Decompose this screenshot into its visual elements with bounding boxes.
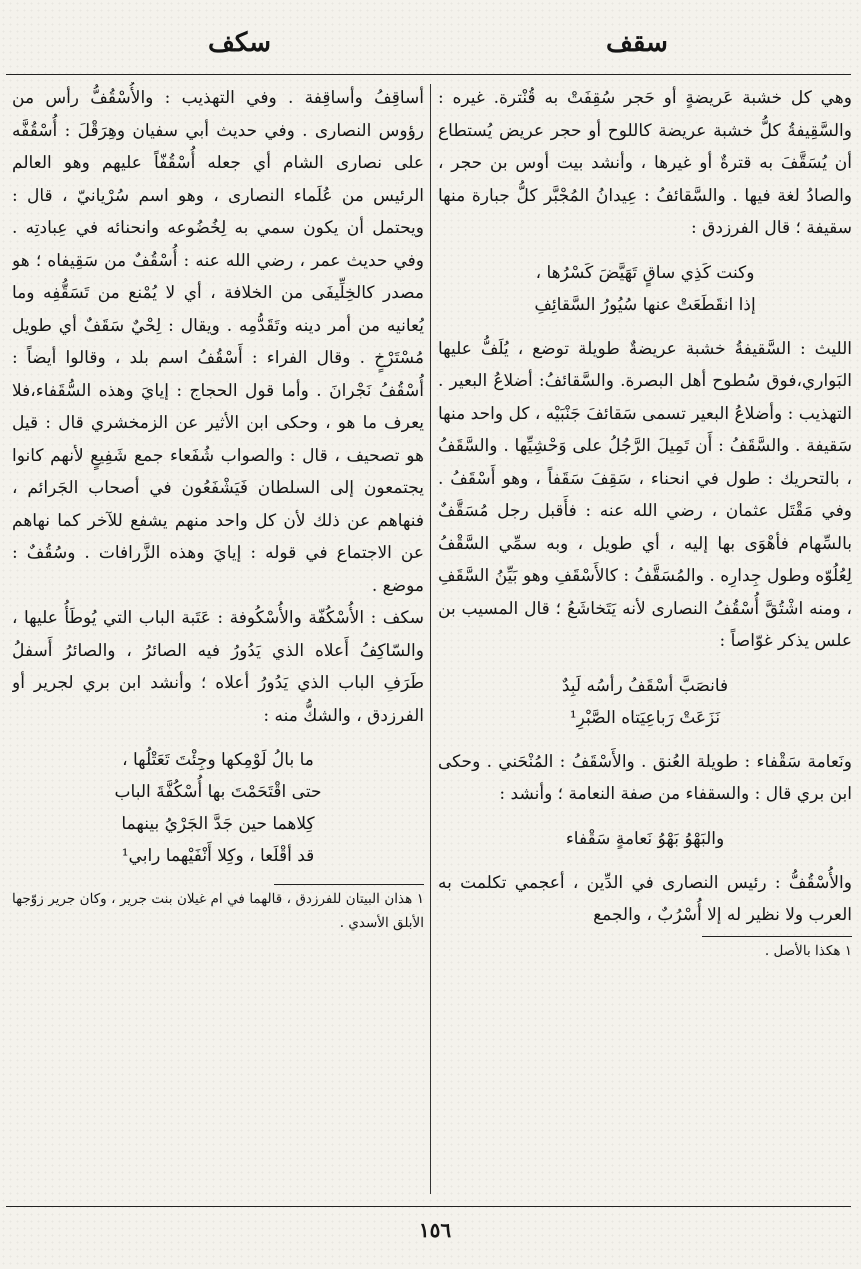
top-rule <box>6 74 851 75</box>
left-column <box>12 82 424 1198</box>
right-column <box>438 82 852 1198</box>
left-footnote: ١ هذان البيتان للفرزدق ، قالهما في ام غيلان بنت جرير ، وكان جرير زوّجها الأبلق الأسدي . <box>12 891 424 931</box>
column-divider <box>430 84 431 1194</box>
verse-line: وكنت كَذِي ساقٍ تَهَيَّضَ كَسْرُها ، <box>535 262 755 283</box>
header-right-title: سقف <box>606 28 668 58</box>
right-paragraph-2: الليث : السَّقيفةُ خشبة عريضةٌ طويلة توضع ، يُلَفُّ عليها البَواري،فوق سُطوح أهل البصرة. والسَّقائفُ: أضلاعُ البعير . التهذيب : وأضلاعُ البعير تسمى سَقائفَ جَنْبَيْه ، كل واحد منها سَقيفة . والسَّقَفُ : أَن تَمِيلَ الرَّجُلُ على وَحْشِيِّها . والسَّقَفُ ، بالتحريك : طول في انحناء ، سَقِفَ سَقَفاً ، وهو أَسْقَفُ . وفي مَقْتَل عثمان ، رضي الله عنه : فأَقبل رجل مُسَقَّفٌ بالسِّهام فأهْوَى بها إليه ، أي طويل ، وبه سمِّي السَّقْفُ لِعُلُوّه وطول جِدارِه . والمُسَقَّفُ : كالأَسْقَفِ وهو بَيِّنُ السَّقَفِ ، ومنه اشْتُقَّ أُسْقُفُ النصارى لأنه يَتَخاشَعُ ؛ قال المسيب بن علس يذكر غوّاصاً : <box>438 338 852 651</box>
verse-line: إذا انقَطَعَتْ عنها سُيُورُ السَّقائِفِ <box>534 294 756 315</box>
right-paragraph-1: وهي كل خشبة عَريضةٍ أو حَجر سُقِفَتْ به قُنْترة. غيره : والسَّقِيفةُ كلُّ خشبة عريضة كاللوح أو حجر عريض يُستطاع أن يُسَقَّفَ به قترةٌ أو غيرها ، وأنشد بيت أوس بن حجر ، والصادُ لغة فيها . والسَّقائفُ : عِيدانُ المُجْبَّر كلُّ جبارة منها سقيفة ؛ قال الفرزدق : <box>438 88 852 238</box>
left-verse <box>12 744 424 872</box>
verse-line: والبَهْوُ بَهْوُ نَعامةٍ سَقْفاء <box>565 828 725 849</box>
footnote-separator <box>702 936 852 937</box>
left-paragraph-2: سكف : الأُسْكُفّة والأُسْكُوفة : عَتَبة الباب التي يُوطَأُ عليها ، والسّاكِفُ أَعلاه الذي يَدُورُ فيه الصائرُ ، والصائرُ أَسفلُ طَرَفِ الباب الذي يَدُورُ أعلاه ؛ وأنشد ابن بري لجرير أو الفرزدق ، والشكُّ منه : <box>12 608 424 726</box>
verse-line: حتى اقْتَحَمْتَ بها أُسْكُفَّةَ الباب <box>114 782 322 802</box>
right-verse-1 <box>438 257 852 321</box>
right-footnote: ١ هكذا بالأصل . <box>764 942 852 959</box>
verse-line: ما بالُ لَوْمِكها وجِئْتَ تَعَتْلُها ، <box>122 750 314 770</box>
verse-line: نَزَعَتْ رَباعِيَتاه الصَّبْرِ¹ <box>569 707 721 728</box>
left-paragraph-1: أساقِفُ وأساقِفة . وفي التهذيب : والأُسْقُفُّ رأس من رؤوس النصارى . وفي حديث أبي سفيان وهِرَقْلَ : أُسْقُفَّه على نصارى الشام أي جعله أُسْقُفّاً عليهم وهو العالم الرئيس من عُلَماء النصارى ، وهو اسم سُرْيانيّ ، قال : ويحتمل أن يكون سمي به لِخُضُوعه وانحنائه في عِبادتِه . وفي حديث عمر ، رضي الله عنه : أُسْقُفٌ من سَقِيفاه ؛ هو مصدر كالخِلِّيفَى من الخلافة ، أي لا يُمْنع من تَسَقُّفِه وما يُعانيه من أمر دينه وتَقَدُّمِه . ويقال : لِحْيٌ سَقَفٌ أي طويل مُسْتَرْخٍ . وقال الفراء : أَسْقُفُ اسم بلد ، وقالوا أيضاً : أُسْقُفُ نَجْرانَ . وأما قول الحجاج : إيايَ وهذه السُّقَفاء،فلا يعرف ما هو ، وحكى ابن الأثير عن الزمخشري قال : قيل هو تصحيف ، قال : والصواب شُفَعاء جمع شَفِيعٍ لأنهم كانوا يجتمعون إلى السلطان فَيَشْفَعُون في أصحاب الجَرائم ، فنهاهم عن ذلك لأن كل واحد منهم يشفع للآخر كما نهاهم عن الاجتماع في قوله : إيايَ وهذه الزَّرافات . وسُقُفٌ : موضع . <box>12 88 424 596</box>
page-number: ١٥٦ <box>418 1218 452 1242</box>
verse-line: قد أقْلَعا ، وكِلا أَنْفَيْهما رابي¹ <box>121 846 315 866</box>
bottom-rule <box>6 1206 851 1207</box>
footnote-separator <box>274 884 424 885</box>
right-paragraph-3: ونَعامة سَقْفاء : طويلة العُنق . والأَسْقَفُ : المُنْحَني . وحكى ابن بري قال : والسقفاء من صفة النعامة ؛ وأنشد : <box>438 751 852 804</box>
right-verse-3 <box>438 823 852 855</box>
verse-line: فانصَبَّ أسْقَفُ رأسُه لَبِدٌ <box>561 675 729 696</box>
header-left-title: سكف <box>208 28 272 58</box>
right-paragraph-4: والأُسْقُفُّ : رئيس النصارى في الدِّين ، أعجمي تكلمت به العرب ولا نظير له إلا أُسْرُبٌ ، والجمع <box>438 872 852 925</box>
right-verse-2 <box>438 670 852 734</box>
verse-line: كِلاهما حين جَدَّ الجَرْيُ بينهما <box>121 814 315 834</box>
